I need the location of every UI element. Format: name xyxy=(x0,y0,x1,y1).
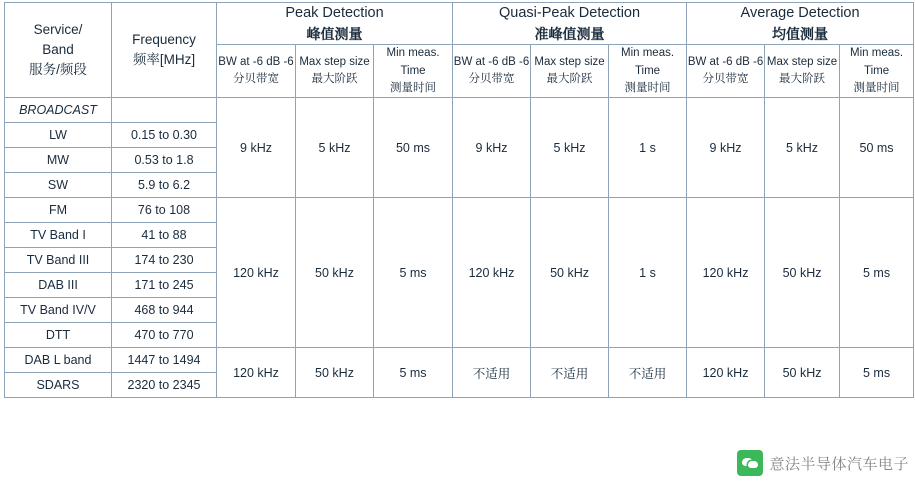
cell-average-bw-block2: 120 kHz xyxy=(687,198,765,348)
subheader-quasi-peak-time xyxy=(609,45,687,98)
cell-peak-bw-block3: 120 kHz xyxy=(217,348,296,398)
subheader-peak-bw-en: BW at -6 dB -6 xyxy=(218,55,294,68)
cell-peak-step-block3: 50 kHz xyxy=(296,348,374,398)
cell-quasi-peak-bw-block3: 不适用 xyxy=(453,348,531,398)
subheader-peak-step xyxy=(296,45,374,98)
row-frequency-sw: 5.9 to 6.2 xyxy=(112,173,217,198)
subheader-quasi-peak-bw-en: BW at -6 dB -6 xyxy=(453,55,530,68)
cell-peak-time-block1: 50 ms xyxy=(374,98,453,198)
row-frequency-lw: 0.15 to 0.30 xyxy=(112,123,217,148)
subheader-average-step-en: Max step size xyxy=(766,55,838,68)
watermark xyxy=(737,450,909,476)
subheader-quasi-peak-step xyxy=(531,45,609,98)
cell-peak-bw-block2: 120 kHz xyxy=(217,198,296,348)
row-frequency-dab-l-band: 1447 to 1494 xyxy=(112,348,217,373)
subheader-average-bw-cn: 分贝带宽 xyxy=(702,73,749,86)
section-label-frequency-blank xyxy=(112,98,217,123)
table-row xyxy=(5,348,914,373)
subheader-average-step xyxy=(765,45,840,98)
row-frequency-fm: 76 to 108 xyxy=(112,198,217,223)
cell-quasi-peak-step-block2: 50 kHz xyxy=(531,198,609,348)
subheader-average-time xyxy=(840,45,914,98)
row-frequency-tv-band-iii: 174 to 230 xyxy=(112,248,217,273)
subheader-quasi-peak-time-cn: 测量时间 xyxy=(624,81,671,94)
row-frequency-dtt: 470 to 770 xyxy=(112,323,217,348)
row-frequency-mw: 0.53 to 1.8 xyxy=(112,148,217,173)
header-group-quasi-peak xyxy=(453,3,687,45)
subheader-average-time-en: Min meas. Time xyxy=(850,47,904,77)
header-group-average-en: Average Detection xyxy=(740,5,860,21)
cell-quasi-peak-time-block2: 1 s xyxy=(609,198,687,348)
subheader-peak-time-cn: 测量时间 xyxy=(390,81,436,94)
row-service-sdars: SDARS xyxy=(5,373,112,398)
subheader-quasi-peak-bw-cn: 分贝带宽 xyxy=(468,73,515,86)
subheader-peak-time xyxy=(374,45,453,98)
header-group-average-cn: 均值测量 xyxy=(772,26,829,43)
row-service-tv-band-iii: TV Band III xyxy=(5,248,112,273)
subheader-peak-time-en: Min meas. Time xyxy=(386,47,440,77)
header-group-peak-en: Peak Detection xyxy=(285,5,384,21)
cell-average-step-block2: 50 kHz xyxy=(765,198,840,348)
cell-average-bw-block3: 120 kHz xyxy=(687,348,765,398)
subheader-average-bw xyxy=(687,45,765,98)
row-service-lw: LW xyxy=(5,123,112,148)
header-service-band xyxy=(5,3,112,98)
cell-quasi-peak-time-block3: 不适用 xyxy=(609,348,687,398)
row-frequency-sdars: 2320 to 2345 xyxy=(112,373,217,398)
row-frequency-dab-iii: 171 to 245 xyxy=(112,273,217,298)
cell-peak-step-block1: 5 kHz xyxy=(296,98,374,198)
cell-quasi-peak-step-block1: 5 kHz xyxy=(531,98,609,198)
cell-peak-time-block2: 5 ms xyxy=(374,198,453,348)
measurement-parameters-table xyxy=(4,2,914,398)
subheader-peak-step-cn: 最大阶跃 xyxy=(311,73,358,86)
subheader-quasi-peak-step-cn: 最大阶跃 xyxy=(546,73,593,86)
header-service-en-2: Band xyxy=(42,41,74,57)
cell-average-time-block1: 50 ms xyxy=(840,98,914,198)
header-service-en-1: Service/ xyxy=(33,21,83,37)
header-group-row xyxy=(5,3,914,45)
table-row xyxy=(5,198,914,223)
row-service-tv-band-iv-v: TV Band IV/V xyxy=(5,298,112,323)
row-service-mw: MW xyxy=(5,148,112,173)
cell-average-bw-block1: 9 kHz xyxy=(687,98,765,198)
row-service-dab-l-band: DAB L band xyxy=(5,348,112,373)
subheader-quasi-peak-step-en: Max step size xyxy=(534,55,605,68)
subheader-peak-bw-cn: 分贝带宽 xyxy=(233,73,279,86)
header-group-quasi-peak-cn: 准峰值测量 xyxy=(534,26,605,43)
cell-average-time-block2: 5 ms xyxy=(840,198,914,348)
cell-peak-bw-block1: 9 kHz xyxy=(217,98,296,198)
header-group-average xyxy=(687,3,914,45)
row-service-dtt: DTT xyxy=(5,323,112,348)
header-service-cn: 服务/频段 xyxy=(29,62,87,78)
cell-average-time-block3: 5 ms xyxy=(840,348,914,398)
wechat-logo-icon xyxy=(737,450,763,476)
subheader-peak-bw xyxy=(217,45,296,98)
header-frequency xyxy=(112,3,217,98)
cell-peak-step-block2: 50 kHz xyxy=(296,198,374,348)
row-frequency-tv-band-i: 41 to 88 xyxy=(112,223,217,248)
cell-peak-time-block3: 5 ms xyxy=(374,348,453,398)
row-service-dab-iii: DAB III xyxy=(5,273,112,298)
row-frequency-tv-band-iv-v: 468 to 944 xyxy=(112,298,217,323)
header-group-peak xyxy=(217,3,453,45)
cell-quasi-peak-bw-block2: 120 kHz xyxy=(453,198,531,348)
subheader-average-bw-en: BW at -6 dB -6 xyxy=(687,55,764,68)
cell-quasi-peak-time-block1: 1 s xyxy=(609,98,687,198)
section-label-broadcast: BROADCAST xyxy=(5,98,112,123)
header-group-quasi-peak-en: Quasi-Peak Detection xyxy=(499,5,641,21)
cell-quasi-peak-bw-block1: 9 kHz xyxy=(453,98,531,198)
header-frequency-en: Frequency xyxy=(132,31,196,47)
cell-average-step-block1: 5 kHz xyxy=(765,98,840,198)
cell-quasi-peak-step-block3: 不适用 xyxy=(531,348,609,398)
row-service-sw: SW xyxy=(5,173,112,198)
row-service-fm: FM xyxy=(5,198,112,223)
subheader-peak-step-en: Max step size xyxy=(299,55,370,68)
subheader-quasi-peak-time-en: Min meas. Time xyxy=(621,47,675,77)
subheader-average-step-cn: 最大阶跃 xyxy=(779,73,826,86)
row-service-tv-band-i: TV Band I xyxy=(5,223,112,248)
subheader-quasi-peak-bw xyxy=(453,45,531,98)
header-frequency-cn: 频率[MHz] xyxy=(132,52,196,68)
header-group-peak-cn: 峰值测量 xyxy=(306,26,363,43)
cell-average-step-block3: 50 kHz xyxy=(765,348,840,398)
table-row xyxy=(5,98,914,123)
subheader-average-time-cn: 测量时间 xyxy=(853,81,900,94)
watermark-text: 意法半导体汽车电子 xyxy=(769,455,909,473)
